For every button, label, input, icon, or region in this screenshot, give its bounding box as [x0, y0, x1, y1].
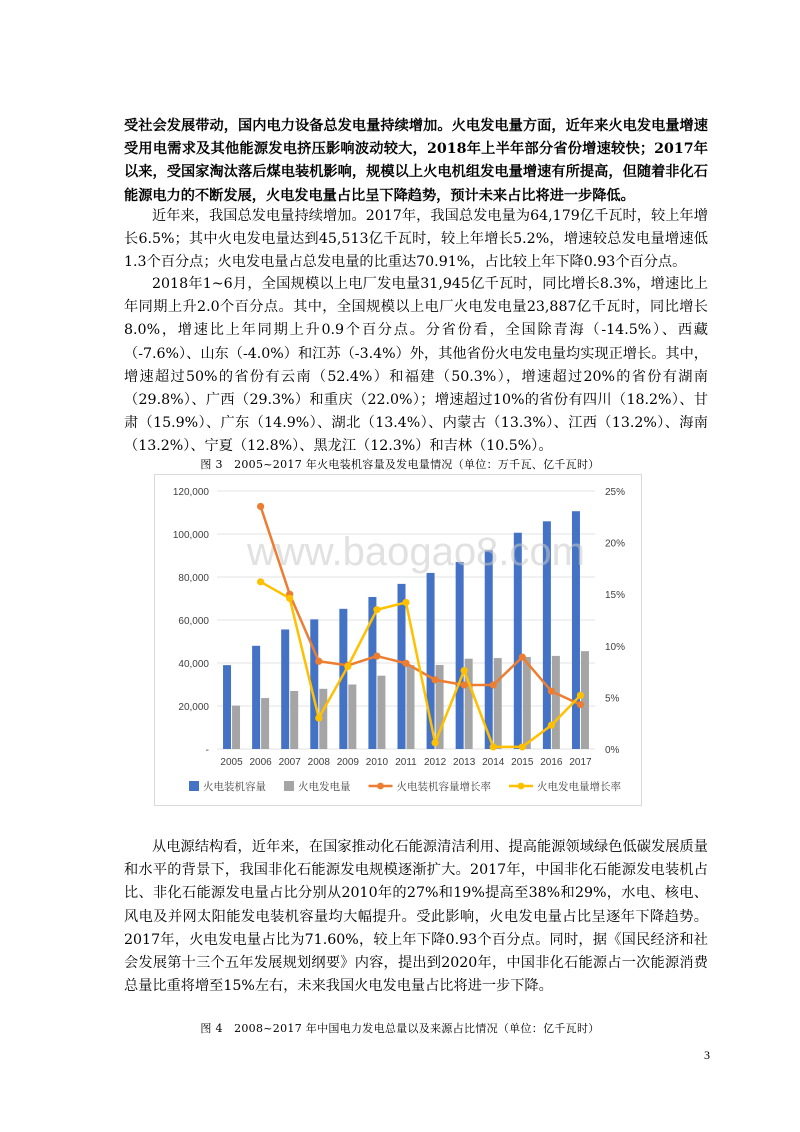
capacity-growth-point [373, 653, 380, 660]
x-tick-label: 2016 [540, 757, 563, 768]
figure-3-caption: 图 3 2005~2017 年火电装机容量及发电量情况（单位：万千瓦、亿千瓦时） [200, 458, 600, 471]
y-right-tick-label: 10% [605, 641, 626, 653]
bar-generation [494, 658, 502, 749]
generation-growth-point [577, 692, 584, 699]
generation-growth-point [257, 578, 264, 585]
paragraph-power-structure: 从电源结构看，近年来，在国家推动化石能源清洁利用、提高能源领域绿色低碳发展质量和水平的背景下，我国非化石能源发电规模逐渐扩大。2017年，中国非化石能源发电装机占比、非化石能源发电量占比分别从2010年的27%和19%提高至38%和29%，水电、核电、风电及并网太阳能发电装机容量均大幅提升。受此影响，火电发电量占比呈逐年下降趋势。2017年，火电发电量占比为71.60%，较上年下降0.93个百分点。同时，据《国民经济和社会发展第十三个五年发展规划纲要》内容，提出到2020年，中国非化石能源占一次能源消费总量比重将增至15%左右，未来我国火电发电量占比将进一步下降。 [124, 839, 708, 995]
x-tick-label: 2013 [453, 757, 476, 768]
y-right-tick-label: 5% [605, 693, 620, 705]
x-tick-label: 2017 [569, 757, 592, 768]
y-right-tick-label: 0% [605, 745, 620, 756]
capacity-growth-point [257, 503, 264, 510]
generation-growth-line [261, 582, 581, 747]
y-left-tick-label: 120,000 [172, 487, 209, 498]
capacity-growth-point [461, 681, 468, 688]
legend-label: 火电装机容量增长率 [396, 781, 491, 793]
bar-capacity [485, 550, 493, 749]
generation-growth-point [402, 599, 409, 606]
generation-growth-point [315, 714, 322, 721]
generation-growth-point [344, 663, 351, 670]
watermark: www.baogao8.com [247, 530, 585, 574]
generation-growth-point [286, 595, 293, 602]
y-left-tick-label: 60,000 [178, 616, 209, 627]
x-tick-label: 2011 [395, 757, 417, 768]
generation-growth-point [490, 743, 497, 750]
bar-capacity [281, 629, 289, 749]
y-left-tick-label: 20,000 [178, 702, 209, 713]
bar-generation [290, 691, 298, 749]
bar-generation [523, 657, 531, 749]
x-tick-label: 2007 [278, 757, 301, 768]
generation-growth-point [461, 667, 468, 674]
page-number: 3 [704, 1048, 710, 1062]
capacity-growth-point [548, 688, 555, 695]
capacity-growth-point [490, 681, 497, 688]
y-left-tick-label: 100,000 [172, 530, 209, 541]
figure-4-caption: 图 4 2008~2017 年中国电力发电总量以及来源占比情况（单位：亿千瓦时） [200, 1022, 600, 1035]
paragraph-summary: 受社会发展带动，国内电力设备总发电量持续增加。火电发电量方面，近年来火电发电量增速受用电需求及其他能源发电挤压影响波动较大，2018年上半年部分省份增速较快；2017年以来，受国家淘汰落后煤电装机影响，规模以上火电机组发电量增速有所提高，但随着非化石能源电力的不断发展，火电发电量占比呈下降趋势，预计未来占比将进一步降低。 [124, 118, 708, 204]
generation-growth-point [431, 739, 438, 746]
capacity-growth-point [402, 660, 409, 667]
x-tick-label: 2014 [482, 757, 505, 768]
y-left-tick-label: - [205, 745, 209, 756]
bar-capacity [252, 646, 260, 749]
generation-growth-point [519, 743, 526, 750]
paragraph-h1-2018: 2018年1~6月，全国规模以上电厂发电量31,945亿千瓦时，同比增长8.3%，增速比上年同期上升2.0个百分点。其中，全国规模以上电厂火电发电量23,887亿千瓦时，同比增长8.0%，增速比上年同期上升0.9个百分点。分省份看，全国除青海（-14.5%）、西藏（-7.6%）、山东（-4.0%）和江苏（-3.4%）外，其他省份火电发电量均实现正增长。其中，增速超过50%的省份有云南（52.4%）和福建（50.3%），增速超过20%的省份有湖南（29.8%）、广西（29.3%）和重庆（22.0%）；增速超过10%的省份有四川（18.2%）、甘肃（15.9%）、广东（14.9%）、湖北（13.4%）、内蒙古（13.3%）、江西（13.2%）、海南（13.2%）、宁夏（12.8%）、黑龙江（12.3%）和吉林（10.5%）。 [124, 276, 708, 455]
bar-generation [377, 676, 385, 749]
bar-capacity [223, 665, 231, 749]
bar-generation [407, 665, 415, 749]
paragraph-total-generation: 近年来，我国总发电量持续增加。2017年，我国总发电量为64,179亿千瓦时，较上年增长6.5%；其中火电发电量达到45,513亿千瓦时，较上年增长5.2%，增速较总发电量增速低1.3个百分点；火电发电量占总发电量的比重达70.91%，占比较上年下降0.93个百分点。 [124, 208, 708, 271]
y-left-tick-label: 40,000 [178, 659, 209, 670]
bar-generation [348, 685, 356, 750]
legend-swatch-marker [377, 783, 384, 790]
bar-generation [232, 706, 240, 749]
x-tick-label: 2012 [423, 757, 447, 768]
legend-label: 火电装机容量 [203, 781, 266, 793]
capacity-growth-point [431, 676, 438, 683]
generation-growth-point [548, 722, 555, 729]
generation-growth-point [373, 606, 380, 613]
y-right-tick-label: 20% [605, 538, 626, 550]
x-tick-label: 2009 [336, 757, 359, 768]
x-tick-label: 2010 [365, 757, 389, 768]
capacity-growth-point [577, 701, 584, 708]
y-right-tick-label: 15% [605, 590, 626, 602]
bar-capacity [456, 562, 464, 749]
bar-generation [581, 651, 589, 749]
x-tick-label: 2008 [307, 757, 330, 768]
y-left-tick-label: 80,000 [178, 573, 209, 584]
y-right-tick-label: 25% [605, 487, 626, 498]
capacity-growth-point [315, 658, 322, 665]
capacity-growth-point [519, 654, 526, 661]
legend-label: 火电发电量 [298, 781, 351, 793]
x-tick-label: 2015 [511, 757, 534, 768]
legend-label: 火电发电量增长率 [537, 781, 621, 793]
x-tick-label: 2005 [220, 757, 243, 768]
legend-swatch-marker [518, 783, 525, 790]
legend-swatch [284, 781, 294, 791]
x-tick-label: 2006 [249, 757, 272, 768]
figure-3-chart [154, 474, 642, 806]
legend-swatch [189, 781, 199, 791]
bar-generation [261, 698, 269, 749]
chart-svg [155, 475, 641, 805]
bar-generation [552, 656, 560, 749]
